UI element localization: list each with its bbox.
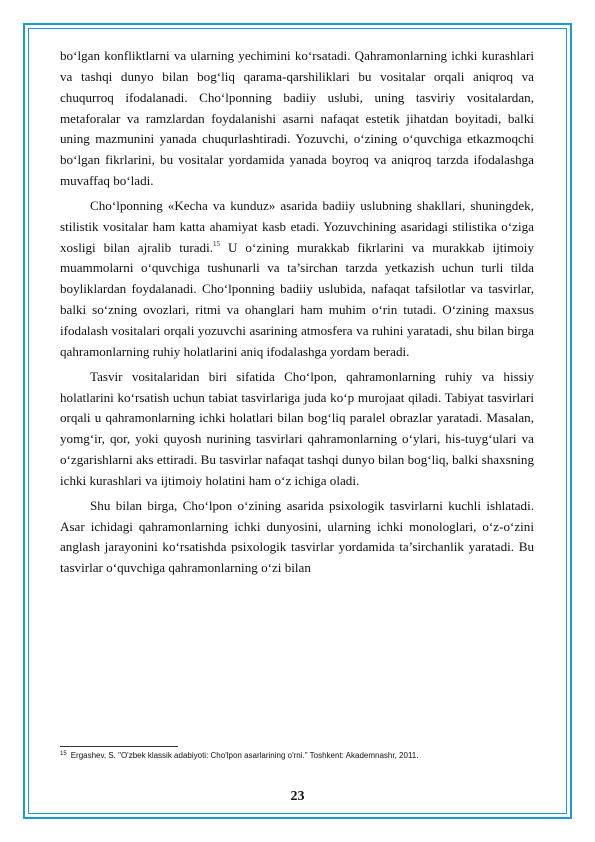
footnote-text: Ergashev, S. "O'zbek klassik adabiyoti: Cho'lpon asarlarining o'rni." Toshkent: Akademnashr, 2011. xyxy=(70,751,419,760)
footnote-reference[interactable]: 15 xyxy=(213,239,221,248)
paragraph-1: bo‘lgan konfliktlarni va ularning yechimini ko‘rsatadi. Qahramonlarning ichki kurashlari va tashqi dunyo bilan bog‘liq qarama-qarshiliklari bu vositalar orqali aniqroq va chuqurroq ifodalanadi. Cho‘lponning badiiy uslubi, uning tasviriy vositalardan, metaforalar va ramzlardan foydalanishi asarni nafaqat estetik jihatdan boyitadi, balki uning mazmunini yanada chuqurlashtiradi. Yozuvchi, o‘zining o‘quvchiga etkazmoqchi bo‘lgan fikrlarini, bu vositalar yordamida yanada boyroq va aniqroq tarzda ifodalashga muvaffaq bo‘ladi. xyxy=(60,48,534,189)
paragraph-2-text-start: Cho‘lponning «Kecha va kunduz» asarida badiiy uslubning shakllari, shuningdek, stilistik vositalar ham katta ahamiyat kasb etadi. Yozuvchining asaridagi stilistika o‘ziga xosligi bilan ajralib turadi. xyxy=(60,197,534,255)
footnote-number: 15 xyxy=(60,751,67,757)
footnote xyxy=(60,750,534,761)
paragraph-2-text-end: U o‘zining murakkab fikrlarini va murakkab ijtimoiy muammolarni o‘quvchiga tushunarli va ta’sirchan tarzda yetkazish uchun turli tilda boyliklardan foydalanadi. Cho‘lponning badiiy uslubida, nafaqat tafsilotlar va tasvirlar, balki so‘zning ovozlari, ritmi va ohanglari ham muhim o‘rin tutadi. O‘zining maxsus ifodalash vositalari orqali yozuvchi asarining atmosfera va ruhini yaratadi, shu bilan birga qahramonlarning ruhiy holatlarini aniq ifodalashga yordam beradi. xyxy=(60,239,534,359)
footnote-separator xyxy=(60,746,178,747)
paragraph-2 xyxy=(60,196,534,363)
page-number: 23 xyxy=(290,789,305,804)
page-body xyxy=(60,46,534,579)
paragraph-3: Tasvir vositalaridan biri sifatida Cho‘lpon, qahramonlarning ruhiy va hissiy holatlarini ko‘rsatish uchun tabiat tasvirlariga juda ko‘p murojaat qiladi. Tabiyat tasvirlari orqali u qahramonlarning ichki holatlari bilan bog‘liq paralel obrazlar yaratadi. Masalan, yomg‘ir, qor, yoki quyosh nurining tasvirlari qahramonlarning o‘ylari, his-tuyg‘ulari va o‘zgarishlarni aks ettiradi. Bu tasvirlar nafaqat tashqi dunyo bilan bog‘liq, balki shaxsning ichki kurashlari va ijtimoiy holatini ham o‘z ichiga oladi. xyxy=(60,368,534,488)
paragraph-4: Shu bilan birga, Cho‘lpon o‘zining asarida psixologik tasvirlarni kuchli ishlatadi. Asar ichidagi qahramonlarning ichki dunyosini, ularning ichki monologlari, o‘z-o‘zini anglash jarayonini ko‘rsatishda psixologik tasvirlar yordamida ta’sirchanlik yaratadi. Bu tasvirlar o‘quvchiga qahramonlarning o‘zi bilan xyxy=(60,497,534,576)
